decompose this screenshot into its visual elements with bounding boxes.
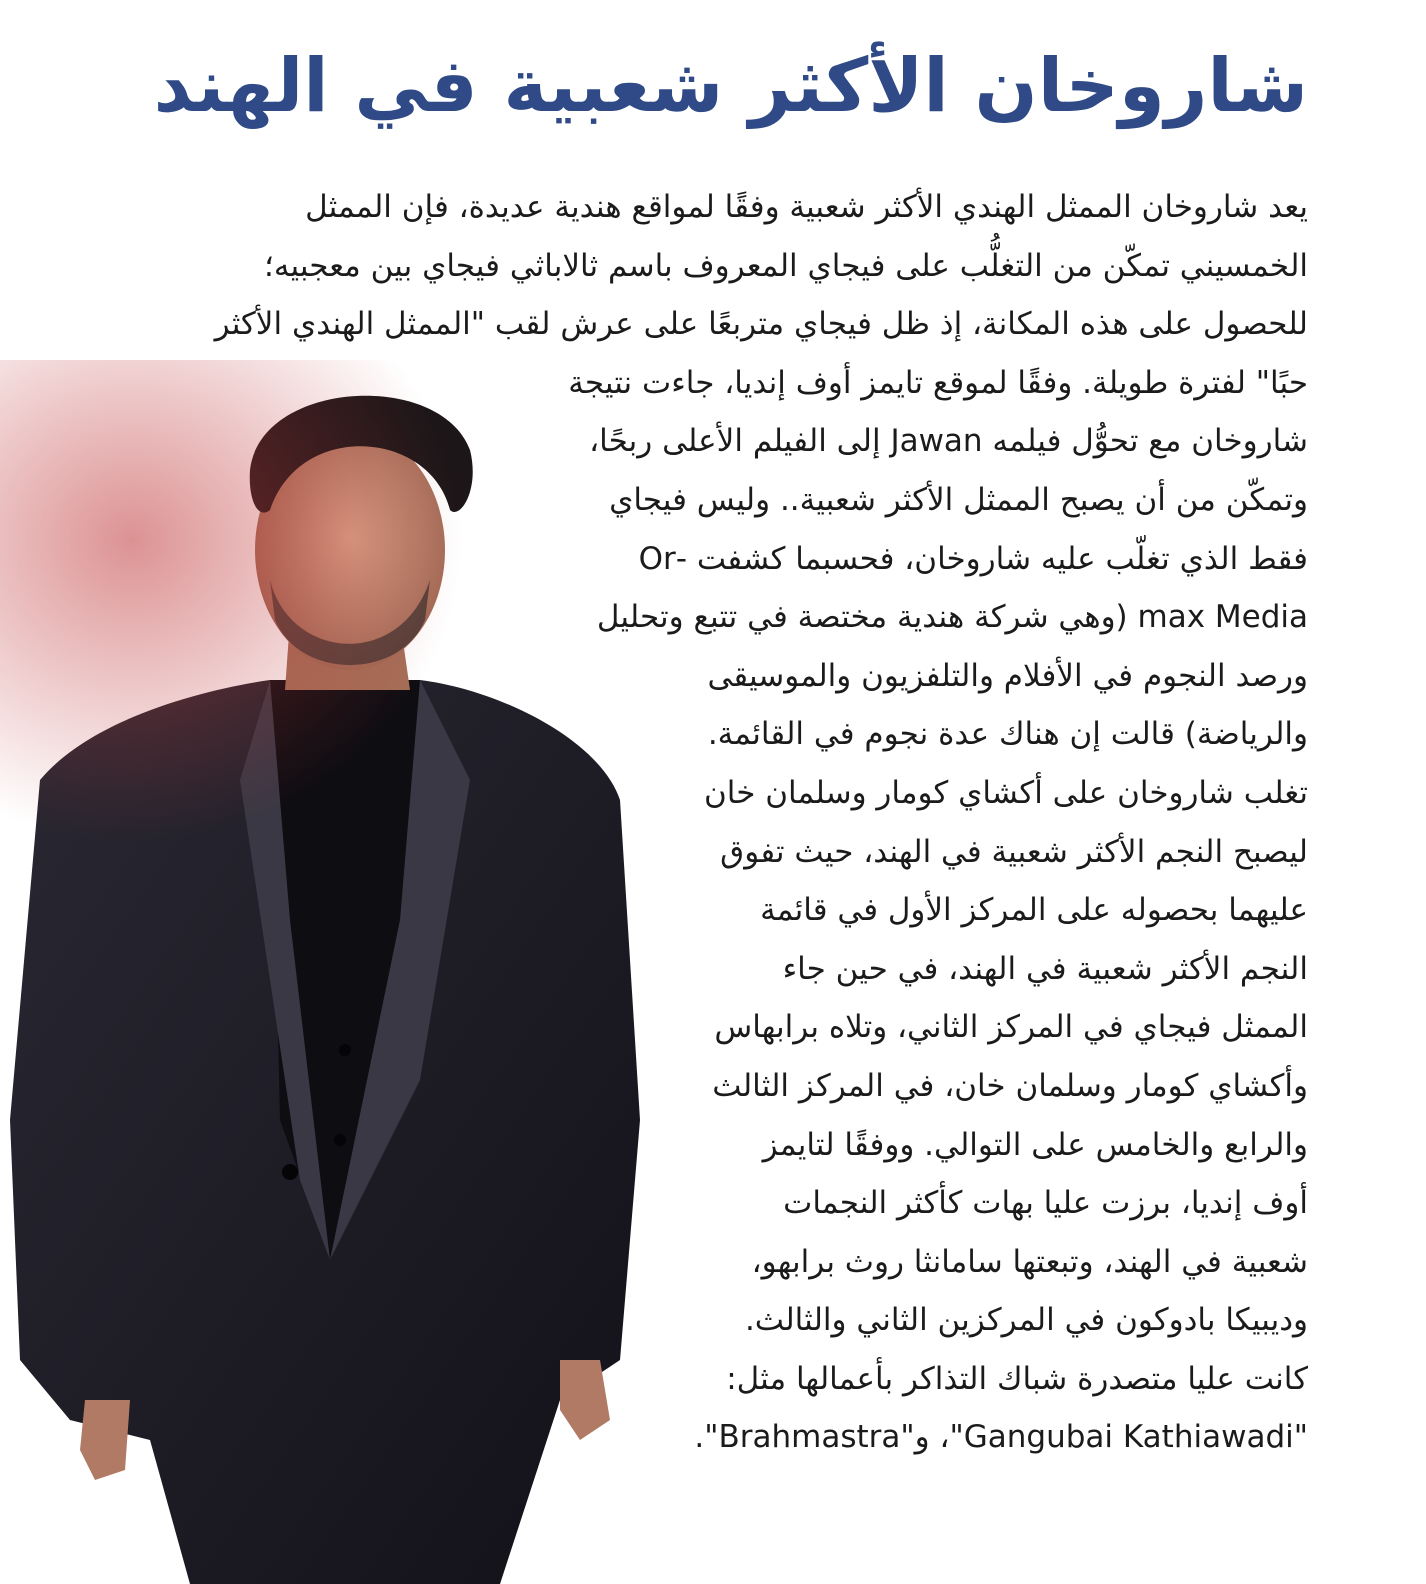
article-line: وديبيكا بادوكون في المركزين الثاني والثالث.	[744, 1302, 1308, 1339]
article-line: أوف إنديا، برزت عليا بهات كأكثر النجمات	[783, 1185, 1308, 1222]
article-line: وأكشاي كومار وسلمان خان، في المركز الثالث	[712, 1067, 1308, 1104]
article-line: النجم الأكثر شعبية في الهند، في حين جاء	[782, 950, 1308, 987]
article-line: "Gangubai Kathiawadi"، و"Brahmastra".	[694, 1419, 1308, 1456]
article-headline: شاروخان الأكثر شعبية في الهند	[153, 43, 1308, 129]
article-line: كانت عليا متصدرة شباك التذاكر بأعمالها مثل:	[726, 1360, 1308, 1397]
article-line: الخمسيني تمكّن من التغلُّب على فيجاي المعروف باسم ثالاباثي فيجاي بين معجبيه؛	[264, 247, 1308, 284]
article-line: والرياضة) قالت إن هناك عدة نجوم في القائمة.	[707, 716, 1308, 753]
article-body	[143, 178, 1308, 1467]
article-line: عليهما بحصوله على المركز الأول في قائمة	[760, 892, 1308, 929]
article-line: حبًا" لفترة طويلة. وفقًا لموقع تايمز أوف إنديا، جاءت نتيجة	[568, 364, 1308, 401]
article-line: وتمكّن من أن يصبح الممثل الأكثر شعبية.. وليس فيجاي	[609, 481, 1308, 518]
article-line: تغلب شاروخان على أكشاي كومار وسلمان خان	[704, 774, 1308, 811]
article-line: شاروخان مع تحوُّل فيلمه Jawan إلى الفيلم الأعلى ربحًا،	[589, 423, 1308, 460]
article-line: فقط الذي تغلّب عليه شاروخان، فحسبما كشفت -Or	[638, 540, 1308, 577]
article-line: ليصبح النجم الأكثر شعبية في الهند، حيث تفوق	[720, 833, 1308, 870]
article-line: شعبية في الهند، وتبعتها سامانثا روث برابهو،	[751, 1243, 1308, 1280]
article-line: ورصد النجوم في الأفلام والتلفزيون والموسيقى	[707, 657, 1308, 694]
article-line: والرابع والخامس على التوالي. ووفقًا لتايمز	[762, 1126, 1308, 1163]
article-line: للحصول على هذه المكانة، إذ ظل فيجاي متربعًا على عرش لقب "الممثل الهندي الأكثر	[214, 306, 1308, 343]
article-line: max Media (وهي شركة هندية مختصة في تتبع وتحليل	[596, 599, 1308, 636]
article-line: الممثل فيجاي في المركز الثاني، وتلاه برابهاس	[714, 1009, 1308, 1046]
article-line: يعد شاروخان الممثل الهندي الأكثر شعبية وفقًا لمواقع هندية عديدة، فإن الممثل	[305, 189, 1308, 225]
